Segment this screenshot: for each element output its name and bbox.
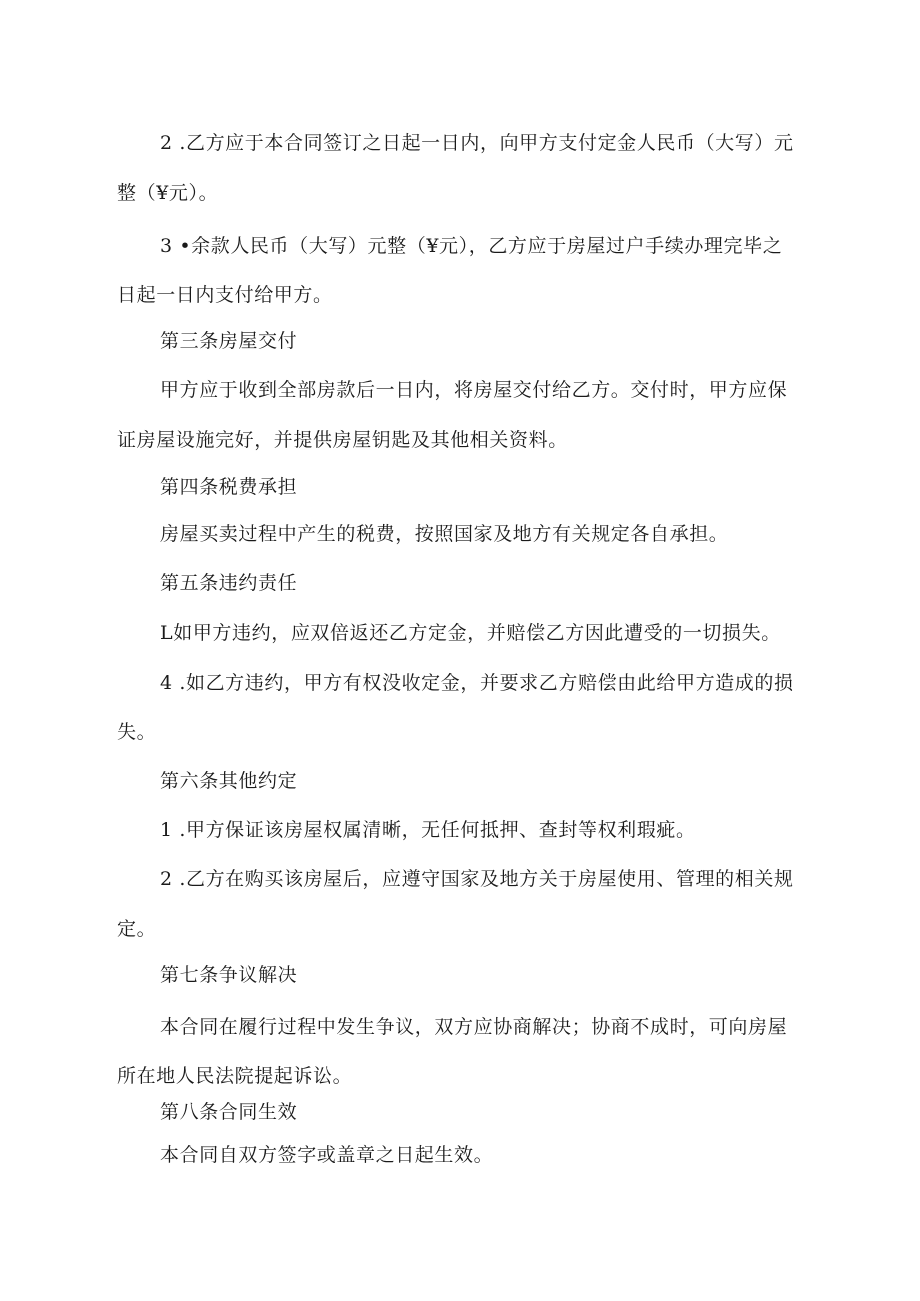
article-5-clause-1: L如甲方违约，应双倍返还乙方定金，并赔偿乙方因此遭受的一切损失。 bbox=[160, 622, 781, 644]
article-5-clause-2-line-2: 失。 bbox=[117, 721, 157, 743]
article-6-heading: 第六条其他约定 bbox=[160, 770, 298, 792]
article-7-text-line-2: 所在地人民法院提起诉讼。 bbox=[117, 1065, 353, 1087]
article-4-heading: 第四条税费承担 bbox=[160, 476, 298, 498]
article-3-heading: 第三条房屋交付 bbox=[160, 330, 298, 352]
payment-clause-2-line-1: 2 .乙方应于本合同签订之日起一日内，向甲方支付定金人民币（大写）元 bbox=[160, 132, 794, 154]
article-5-clause-2-line-1: 4 .如乙方违约，甲方有权没收定金，并要求乙方赔偿由此给甲方造成的损 bbox=[160, 672, 794, 694]
article-7-text-line-1: 本合同在履行过程中发生争议，双方应协商解决；协商不成时，可向房屋 bbox=[160, 1016, 788, 1038]
payment-clause-3-line-1: 3 •余款人民币（大写）元整（¥元），乙方应于房屋过户手续办理完毕之 bbox=[160, 235, 783, 257]
article-3-text-line-2: 证房屋设施完好，并提供房屋钥匙及其他相关资料。 bbox=[117, 429, 568, 451]
payment-clause-3-line-2: 日起一日内支付给甲方。 bbox=[117, 284, 333, 306]
article-8-heading: 第八条合同生效 bbox=[160, 1101, 298, 1123]
article-6-clause-2-line-2: 定。 bbox=[117, 918, 157, 940]
article-3-text-line-1: 甲方应于收到全部房款后一日内，将房屋交付给乙方。交付时，甲方应保 bbox=[160, 379, 788, 401]
article-6-clause-2-line-1: 2 .乙方在购买该房屋后，应遵守国家及地方关于房屋使用、管理的相关规 bbox=[160, 868, 794, 890]
article-4-text: 房屋买卖过程中产生的税费，按照国家及地方有关规定各自承担。 bbox=[160, 523, 729, 545]
article-6-clause-1: 1 .甲方保证该房屋权属清晰，无任何抵押、查封等权利瑕疵。 bbox=[160, 819, 696, 841]
article-7-heading: 第七条争议解决 bbox=[160, 964, 298, 986]
payment-clause-2-line-2: 整（¥元）。 bbox=[117, 182, 219, 204]
article-8-text: 本合同自双方签字或盖章之日起生效。 bbox=[160, 1144, 494, 1166]
article-5-heading: 第五条违约责任 bbox=[160, 572, 298, 594]
